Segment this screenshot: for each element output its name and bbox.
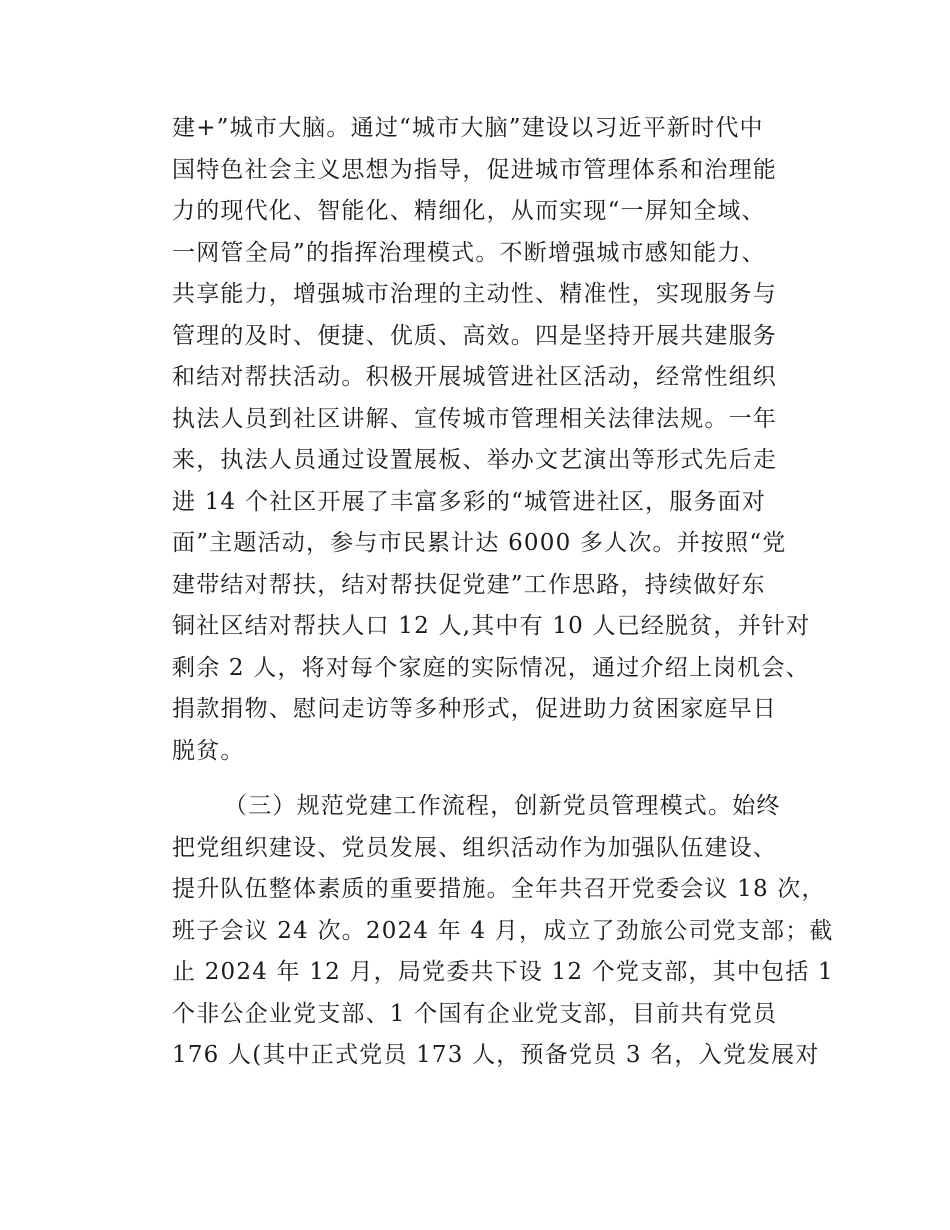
text-line: 脱贫。 bbox=[172, 737, 245, 764]
text-line: 和结对帮扶活动。积极开展城管进社区活动，经常性组织 bbox=[172, 364, 777, 390]
text-line: 力的现代化、智能化、精细化，从而实现“一屏知全域、 bbox=[172, 198, 766, 224]
text-line: 提升队伍整体素质的重要措施。全年共召开党委会议 18 次， bbox=[172, 876, 826, 902]
text-line: 国特色社会主义思想为指导，促进城市管理体系和治理能 bbox=[172, 156, 777, 183]
text-line: 班子会议 24 次。2024 年 4 月，成立了劲旅公司党支部；截 bbox=[172, 917, 834, 944]
text-line: 共享能力，增强城市治理的主动性、精准性，实现服务与 bbox=[172, 281, 777, 307]
text-line: 个非公企业党支部、1 个国有企业党支部，目前共有党员 bbox=[172, 1000, 778, 1027]
section-heading-line: （三）规范党建工作流程，创新党员管理模式。始终 bbox=[224, 793, 781, 819]
text-line: 管理的及时、便捷、优质、高效。四是坚持开展共建服务 bbox=[172, 322, 777, 349]
text-line: 进 14 个社区开展了丰富多彩的“城管进社区，服务面对 bbox=[172, 488, 767, 515]
text-line: 执法人员到社区讲解、宣传城市管理相关法律法规。一年 bbox=[172, 405, 777, 432]
document-body bbox=[172, 108, 834, 1077]
text-line: 止 2024 年 12 月，局党委共下设 12 个党支部，其中包括 1 bbox=[172, 959, 834, 985]
text-line: 一网管全局”的指挥治理模式。不断增强城市感知能力、 bbox=[172, 239, 766, 266]
text-line: 来，执法人员通过设置展板、举办文艺演出等形式先后走 bbox=[172, 447, 777, 473]
text-line: 把党组织建设、党员发展、组织活动作为加强队伍建设、 bbox=[172, 834, 777, 861]
text-line: 面”主题活动，参与市民累计达 6000 多人次。并按照“党 bbox=[172, 530, 787, 556]
text-line: 捐款捐物、慰问走访等多种形式，促进助力贫困家庭早日 bbox=[172, 696, 777, 722]
text-line: 176 人(其中正式党员 173 人，预备党员 3 名，入党发展对 bbox=[172, 1042, 820, 1068]
text-line: 铜社区结对帮扶人口 12 人,其中有 10 人已经脱贫，并针对 bbox=[172, 613, 811, 639]
paragraph-1 bbox=[172, 108, 812, 772]
text-line: 建+”城市大脑。通过“城市大脑”建设以习近平新时代中 bbox=[172, 115, 764, 141]
text-line: 剩余 2 人，将对每个家庭的实际情况，通过介绍上岗机会、 bbox=[172, 654, 810, 681]
paragraph-2 bbox=[172, 786, 834, 1077]
text-line: 建带结对帮扶，结对帮扶促党建”工作思路，持续做好东 bbox=[172, 571, 766, 598]
